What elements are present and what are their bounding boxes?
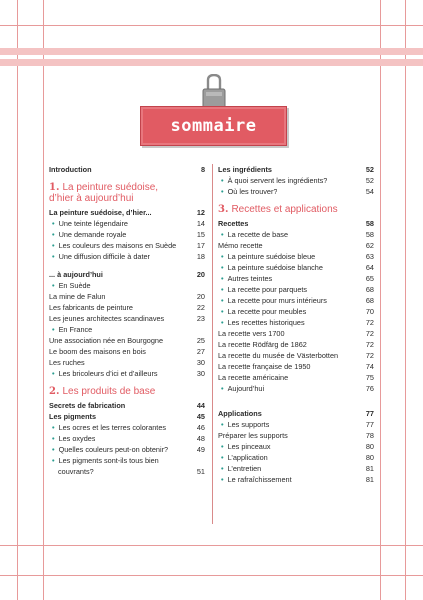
toc-entry-introduction[interactable]: Introduction 8: [49, 165, 205, 174]
crop-line-bottom: [0, 545, 423, 546]
crop-line-right-inner: [380, 0, 381, 600]
toc-entry[interactable]: • L’entretien 81: [218, 463, 374, 474]
toc-entry[interactable]: • Autres teintes 65: [218, 273, 374, 284]
toc-entry[interactable]: La recette française de 1950 74: [218, 362, 374, 371]
top-band: [0, 48, 423, 55]
toc-entry[interactable]: • Les pinceaux 80: [218, 441, 374, 452]
toc-entry[interactable]: La recette vers 1700 72: [218, 329, 374, 338]
toc-entry[interactable]: • Les supports 77: [218, 419, 374, 430]
toc-entry[interactable]: • Les couleurs des maisons en Suède 17: [49, 240, 205, 251]
toc-entry[interactable]: La mine de Falun 20: [49, 292, 205, 301]
column-divider: [212, 164, 213, 524]
toc-group-heading[interactable]: La peinture suédoise, d’hier... 12: [49, 208, 205, 217]
toc-group-heading[interactable]: Applications 77: [218, 409, 374, 418]
toc-group-heading[interactable]: Secrets de fabrication 44: [49, 401, 205, 410]
toc-entry[interactable]: • La recette pour parquets 68: [218, 284, 374, 295]
toc-entry[interactable]: La recette Rödfärg de 1862 72: [218, 340, 374, 349]
toc-entry[interactable]: • Une teinte légendaire 14: [49, 218, 205, 229]
toc-entry[interactable]: La recette du musée de Västerbotten 72: [218, 351, 374, 360]
toc-entry[interactable]: • En Suède: [49, 280, 205, 291]
toc-entry[interactable]: Mémo recette 62: [218, 241, 374, 250]
toc-entry[interactable]: • La peinture suédoise blanche 64: [218, 262, 374, 273]
section-heading-3[interactable]: 3. Recettes et applications: [218, 204, 338, 215]
binder-clip-icon: [199, 74, 229, 110]
toc-entry[interactable]: • La recette de base 58: [218, 229, 374, 240]
toc-group-heading[interactable]: Les pigments 45: [49, 412, 205, 421]
toc-entry[interactable]: Les jeunes architectes scandinaves 23: [49, 314, 205, 323]
toc-entry[interactable]: Les fabricants de peinture 22: [49, 303, 205, 312]
crop-line-left: [17, 0, 18, 600]
toc-entry[interactable]: • Les recettes historiques 72: [218, 317, 374, 328]
toc-entry[interactable]: Une association née en Bourgogne 25: [49, 336, 205, 345]
toc-left-column: [49, 164, 205, 477]
toc-entry[interactable]: • Quelles couleurs peut-on obtenir? 49: [49, 444, 205, 455]
section-heading-1[interactable]: 1. La peinture suédoise, d’hier à aujourd’hui: [49, 182, 159, 204]
toc-entry[interactable]: • Les oxydes 48: [49, 433, 205, 444]
toc-entry[interactable]: Les ruches 30: [49, 358, 205, 367]
toc-entry[interactable]: • La peinture suédoise bleue 63: [218, 251, 374, 262]
section-heading-2[interactable]: 2. Les produits de base: [49, 386, 156, 397]
toc-entry[interactable]: • Une diffusion difficile à dater 18: [49, 251, 205, 262]
toc-group-heading[interactable]: Recettes 58: [218, 219, 374, 228]
toc-entry[interactable]: • Les bricoleurs d’ici et d’ailleurs 30: [49, 368, 205, 379]
toc-group-heading[interactable]: Les ingrédients 52: [218, 165, 374, 174]
top-band-lower: [0, 59, 423, 66]
toc-entry[interactable]: • Où les trouver? 54: [218, 186, 374, 197]
toc-entry[interactable]: • En France: [49, 324, 205, 335]
toc-entry[interactable]: • Une demande royale 15: [49, 229, 205, 240]
toc-entry[interactable]: • Aujourd’hui 76: [218, 383, 374, 394]
toc-right-column: [218, 164, 374, 485]
toc-entry[interactable]: • La recette pour meubles 70: [218, 306, 374, 317]
toc-entry[interactable]: • La recette pour murs intérieurs 68: [218, 295, 374, 306]
toc-entry[interactable]: • Le rafraîchissement 81: [218, 474, 374, 485]
toc-entry[interactable]: Préparer les supports 78: [218, 431, 374, 440]
toc-entry-continuation[interactable]: couvrants? 51: [58, 467, 205, 476]
toc-entry[interactable]: Le boom des maisons en bois 27: [49, 347, 205, 356]
crop-line-top: [0, 25, 423, 26]
crop-line-bottom-outer: [0, 575, 423, 576]
toc-group-heading[interactable]: ... à aujourd’hui 20: [49, 270, 205, 279]
toc-entry[interactable]: • À quoi servent les ingrédients? 52: [218, 175, 374, 186]
toc-entry[interactable]: • L’application 80: [218, 452, 374, 463]
title-tag: [140, 106, 287, 146]
page-title: sommaire: [170, 116, 257, 136]
crop-line-left-inner: [43, 0, 44, 600]
toc-entry[interactable]: La recette américaine 75: [218, 373, 374, 382]
toc-entry[interactable]: • Les pigments sont-ils tous bien: [49, 455, 205, 466]
crop-line-right: [405, 0, 406, 600]
toc-entry[interactable]: • Les ocres et les terres colorantes 46: [49, 422, 205, 433]
